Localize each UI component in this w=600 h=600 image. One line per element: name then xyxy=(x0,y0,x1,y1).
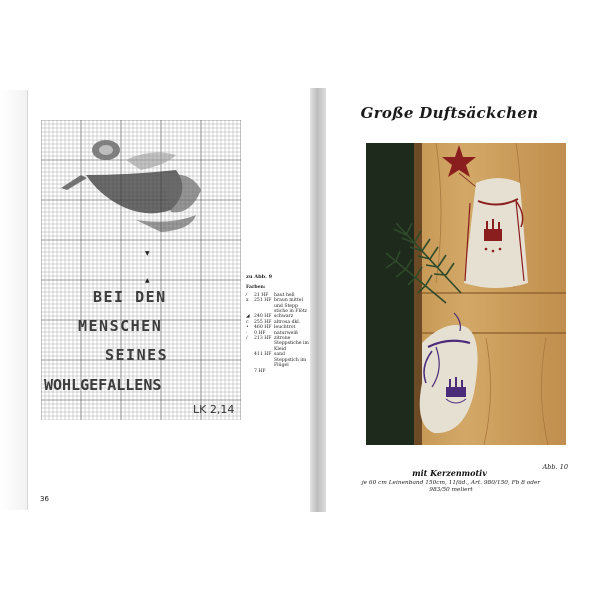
legend-row: 411 HF sand Steppstich im Flügel xyxy=(254,352,307,369)
product-photo xyxy=(366,143,566,445)
book-gutter xyxy=(310,88,326,512)
legend-row: x 251 HF braun mittel und Stepp stiche in Flötz xyxy=(246,298,307,315)
pattern-text-line2: MENSCHEN xyxy=(78,317,163,335)
pattern-text-line1: BEI DEN xyxy=(93,288,167,306)
legend-row: 7 HF xyxy=(254,368,266,374)
right-page xyxy=(326,90,573,510)
legend-row: ◢ 240 HF schwarz xyxy=(246,314,294,320)
legend-row: / 213 HF zitrone Steppstiche im Kleid xyxy=(246,336,309,352)
legend-title: zu Abb. 9 xyxy=(246,274,273,280)
legend-row: • 460 HF leuchtrot xyxy=(246,325,296,331)
center-arrow-top: ▼ xyxy=(145,250,150,257)
legend-row: ⁄ 21 HF haut hell xyxy=(246,292,295,298)
pattern-signature: LK 2,14 xyxy=(193,403,235,416)
previous-page-edge xyxy=(0,90,27,510)
photo-illustration xyxy=(366,143,566,445)
legend-row: · 0 HF naturweiß xyxy=(246,330,298,336)
pattern-text-line3: SEINES xyxy=(105,346,169,364)
caption-detail: je 60 cm Leinenband 150cm, 11fäd., Art. 980/150, Fb 8 oder 983/50 meliert xyxy=(361,480,541,493)
legend-subtitle: Farben: xyxy=(246,285,266,291)
legend-row: c 255 HF altrosa dkl. xyxy=(246,319,301,325)
page-title: Große Duftsäckchen xyxy=(360,104,539,122)
color-legend xyxy=(246,275,310,374)
cross-stitch-pattern-chart xyxy=(41,120,241,420)
page-number: 36 xyxy=(40,495,49,503)
center-arrow-bottom: ▲ xyxy=(145,277,150,284)
caption-title: mit Kerzenmotiv xyxy=(412,468,487,478)
angel-figure xyxy=(61,140,201,232)
pattern-text-line4: WOHLGEFALLENS xyxy=(44,376,162,394)
left-page xyxy=(27,90,311,510)
legend-rows xyxy=(246,293,310,374)
figure-reference: Abb. 10 xyxy=(542,463,568,471)
